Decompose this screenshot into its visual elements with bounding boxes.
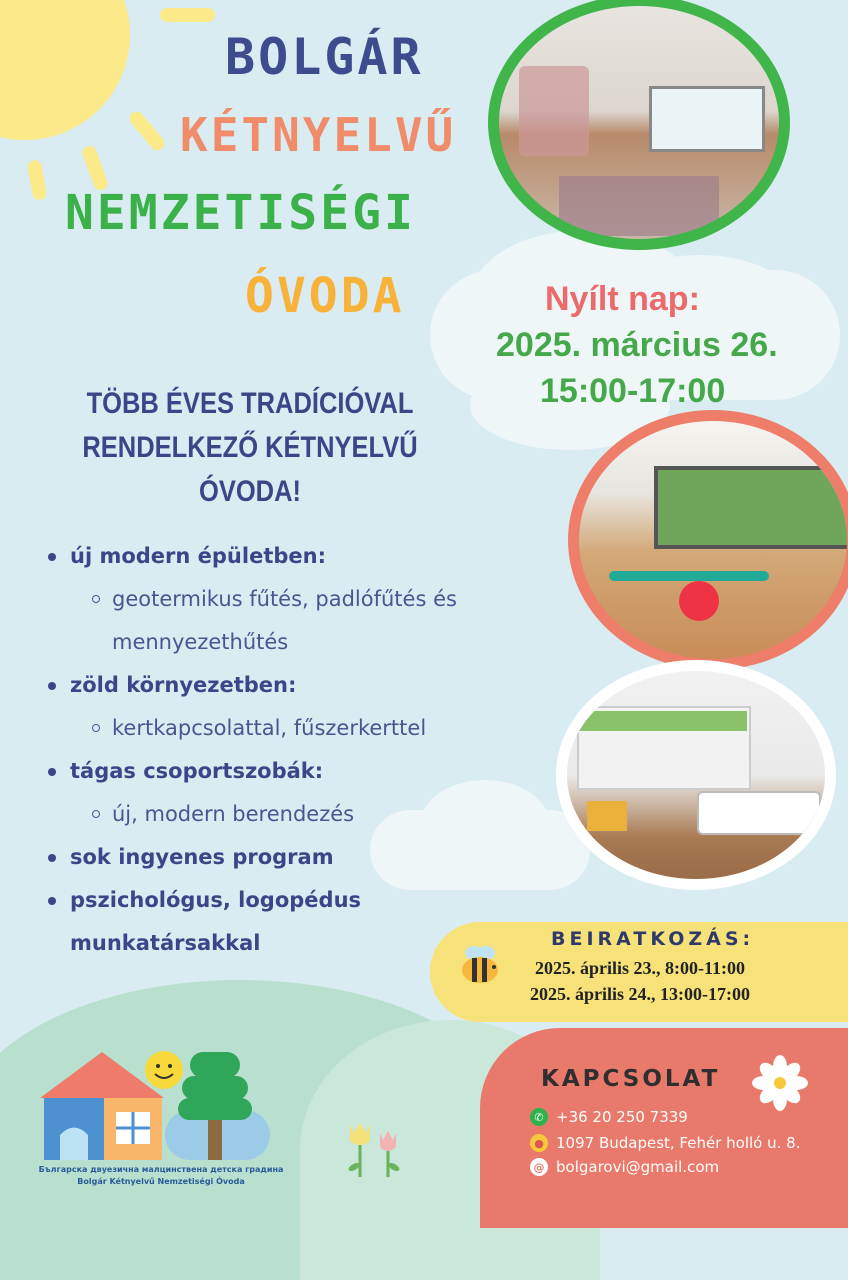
feature-item: pszichológus, logopédus xyxy=(48,879,528,922)
feature-item-text: munkatársakkal xyxy=(70,931,261,955)
flower-icon xyxy=(752,1055,808,1115)
contact-address[interactable] xyxy=(530,1134,800,1152)
location-pin-icon: ● xyxy=(530,1134,548,1152)
feature-subitem: kertkapcsolattal, fűszerkerttel xyxy=(48,707,528,750)
title-line-4: ÓVODA xyxy=(245,268,405,324)
open-day-label: Nyílt nap: xyxy=(545,280,700,318)
title-line-3: NEMZETISÉGI xyxy=(65,185,416,241)
logo-caption-bulgarian: Българска двуезична малцинствена детска градина xyxy=(38,1165,284,1174)
feature-subitem-text: mennyezethűtés xyxy=(112,630,289,654)
feature-item: tágas csoportszobák: xyxy=(48,750,528,793)
feature-subitem-continued xyxy=(48,621,528,664)
enrollment-heading: BEIRATKOZÁS: xyxy=(551,928,755,950)
contact-phone-text: +36 20 250 7339 xyxy=(556,1108,688,1126)
contact-email[interactable] xyxy=(530,1158,719,1176)
subtitle-line-2: RENDELKEZŐ KÉTNYELVŰ ÓVODA! xyxy=(82,431,418,508)
title-line-2: KÉTNYELVŰ xyxy=(180,108,457,162)
phone-icon: ✆ xyxy=(530,1108,548,1126)
feature-item: új modern épületben: xyxy=(48,535,528,578)
feature-subitem: új, modern berendezés xyxy=(48,793,528,836)
contact-address-text: 1097 Budapest, Fehér holló u. 8. xyxy=(556,1134,801,1152)
contact-heading: KAPCSOLAT xyxy=(541,1066,721,1092)
feature-item: sok ingyenes program xyxy=(48,836,528,879)
subtitle-line-1: TÖBB ÉVES TRADÍCIÓVAL xyxy=(86,387,414,420)
group-room-photo xyxy=(556,660,836,890)
gym-photo xyxy=(568,410,848,670)
classroom-photo xyxy=(488,0,790,250)
enrollment-date-2: 2025. április 24., 13:00-17:00 xyxy=(530,984,750,1004)
title-line-1: BOLGÁR xyxy=(225,28,424,86)
bee-icon xyxy=(458,945,504,981)
tulip-decoration xyxy=(340,1115,410,1184)
email-icon: @ xyxy=(530,1158,548,1176)
feature-subitem: geotermikus fűtés, padlófűtés és xyxy=(48,578,528,621)
open-day-date: 2025. március 26. xyxy=(496,326,778,364)
enrollment-date-1: 2025. április 23., 8:00-11:00 xyxy=(535,958,745,978)
logo-caption-hungarian: Bolgár Kétnyelvű Nemzetiségi Óvoda xyxy=(77,1177,245,1186)
contact-phone[interactable] xyxy=(530,1108,688,1126)
kindergarten-logo xyxy=(40,1050,280,1165)
contact-email-text: bolgarovi@gmail.com xyxy=(556,1158,720,1176)
feature-item: zöld környezetben: xyxy=(48,664,528,707)
open-day-time: 15:00-17:00 xyxy=(540,372,726,410)
features-list xyxy=(48,535,528,965)
